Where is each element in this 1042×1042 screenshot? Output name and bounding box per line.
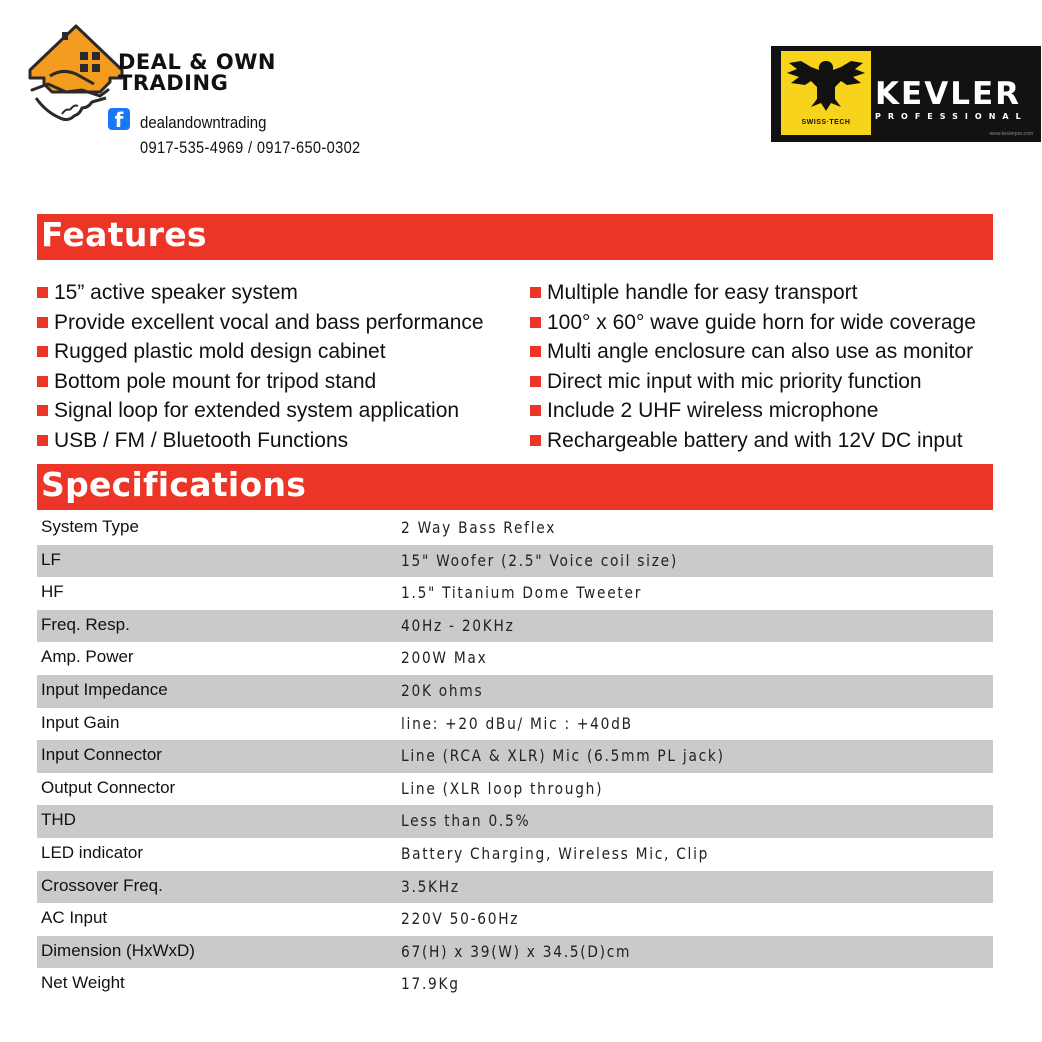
kevler-wordmark: KEVLER xyxy=(875,76,1021,112)
kevler-subtitle: PROFESSIONAL xyxy=(875,112,1028,121)
spec-label: Dimension (HxWxD) xyxy=(41,940,195,960)
spec-label: Crossover Freq. xyxy=(41,875,163,895)
feature-item xyxy=(530,279,976,309)
spec-label: Input Connector xyxy=(41,745,162,765)
kevler-logo xyxy=(771,46,1041,142)
feature-item xyxy=(530,397,976,427)
spec-value: line: +20 dBu/ Mic : +40dB xyxy=(401,713,633,733)
feature-item xyxy=(37,368,484,398)
brand-name-line-1: DEAL & OWN xyxy=(118,50,276,74)
feature-text: Rugged plastic mold design cabinet xyxy=(54,340,386,363)
spec-value: Less than 0.5% xyxy=(401,811,531,831)
feature-text: 100° x 60° wave guide horn for wide coverage xyxy=(547,310,976,334)
square-bullet-icon xyxy=(530,435,541,446)
spec-label: Freq. Resp. xyxy=(41,614,130,634)
square-bullet-icon xyxy=(37,405,48,416)
contact-phones: 0917-535-4969 / 0917-650-0302 xyxy=(140,138,361,157)
feature-item xyxy=(37,397,484,427)
square-bullet-icon xyxy=(530,287,541,298)
square-bullet-icon xyxy=(37,346,48,357)
square-bullet-icon xyxy=(37,287,48,298)
specifications-heading-bar xyxy=(37,464,993,510)
feature-text: Bottom pole mount for tripod stand xyxy=(54,369,377,393)
feature-item xyxy=(37,309,484,339)
square-bullet-icon xyxy=(530,346,541,357)
features-column-right xyxy=(530,279,976,456)
spec-row xyxy=(37,871,993,904)
feature-text: Multiple handle for easy transport xyxy=(547,281,858,304)
spec-value: Line (XLR loop through) xyxy=(401,778,604,798)
spec-value: Battery Charging, Wireless Mic, Clip xyxy=(401,843,710,863)
spec-value: 17.9Kg xyxy=(401,974,460,994)
spec-row xyxy=(37,805,993,838)
eagle-badge xyxy=(781,51,871,135)
spec-row xyxy=(37,838,993,871)
feature-text: Signal loop for extended system application xyxy=(54,399,460,422)
feature-item xyxy=(530,427,976,457)
facebook-handle[interactable]: dealandowntrading xyxy=(140,113,267,132)
spec-value: 20K ohms xyxy=(401,680,484,700)
square-bullet-icon xyxy=(37,376,48,387)
spec-label: AC Input xyxy=(41,908,108,928)
spec-row xyxy=(37,936,993,969)
feature-text: Direct mic input with mic priority function xyxy=(547,369,922,393)
facebook-icon[interactable]: f xyxy=(108,108,130,130)
spec-value: 200W Max xyxy=(401,648,488,668)
feature-item xyxy=(37,338,484,368)
square-bullet-icon xyxy=(37,317,48,328)
spec-value: 1.5" Titanium Dome Tweeter xyxy=(401,583,643,603)
feature-item xyxy=(530,309,976,339)
features-column-left xyxy=(37,279,484,456)
swiss-tech-tagline: SWISS·TECH xyxy=(801,119,851,126)
feature-item xyxy=(530,338,976,368)
spec-row xyxy=(37,512,993,545)
feature-item xyxy=(530,368,976,398)
spec-value: 2 Way Bass Reflex xyxy=(401,518,557,537)
spec-row xyxy=(37,675,993,708)
square-bullet-icon xyxy=(530,376,541,387)
feature-text: 15” active speaker system xyxy=(54,281,298,304)
spec-value: 3.5KHz xyxy=(401,876,460,896)
feature-text: Include 2 UHF wireless microphone xyxy=(547,399,879,422)
feature-item xyxy=(37,279,484,309)
specifications-title: Specifications xyxy=(41,465,307,504)
spec-value: 67(H) x 39(W) x 34.5(D)cm xyxy=(401,941,632,961)
feature-text: Rechargeable battery and with 12V DC input xyxy=(547,428,963,452)
feature-text: Multi angle enclosure can also use as monitor xyxy=(547,340,974,363)
eagle-icon xyxy=(781,51,871,117)
brand-name-line-2: TRADING xyxy=(118,71,229,95)
spec-value: 220V 50-60Hz xyxy=(401,909,520,929)
feature-text: Provide excellent vocal and bass performance xyxy=(54,310,484,334)
spec-value: 15" Woofer (2.5" Voice coil size) xyxy=(401,550,678,570)
spec-label: Amp. Power xyxy=(41,647,134,667)
square-bullet-icon xyxy=(37,435,48,446)
feature-item xyxy=(37,427,484,457)
spec-label: System Type xyxy=(41,517,139,536)
spec-row xyxy=(37,708,993,741)
spec-row xyxy=(37,610,993,643)
square-bullet-icon xyxy=(530,405,541,416)
spec-row xyxy=(37,968,993,1001)
spec-label: HF xyxy=(41,582,64,602)
features-heading-bar xyxy=(37,214,993,260)
header xyxy=(0,0,1042,200)
spec-row xyxy=(37,740,993,773)
spec-label: Input Impedance xyxy=(41,679,168,699)
spec-row xyxy=(37,577,993,610)
specifications-table xyxy=(37,512,993,1001)
spec-label: THD xyxy=(41,810,76,830)
spec-value: 40Hz - 20KHz xyxy=(401,615,515,635)
spec-label: Output Connector xyxy=(41,777,176,797)
square-bullet-icon xyxy=(530,317,541,328)
spec-row xyxy=(37,903,993,936)
spec-value: Line (RCA & XLR) Mic (6.5mm PL jack) xyxy=(401,746,725,766)
spec-row xyxy=(37,773,993,806)
spec-label: Input Gain xyxy=(41,712,120,732)
spec-row xyxy=(37,545,993,578)
kevler-url: www.kevlerpro.com xyxy=(989,131,1033,137)
spec-label: LED indicator xyxy=(41,842,144,862)
spec-label: LF xyxy=(41,549,61,569)
spec-row xyxy=(37,642,993,675)
spec-label: Net Weight xyxy=(41,973,125,993)
feature-text: USB / FM / Bluetooth Functions xyxy=(54,428,349,452)
features-title: Features xyxy=(41,215,207,254)
